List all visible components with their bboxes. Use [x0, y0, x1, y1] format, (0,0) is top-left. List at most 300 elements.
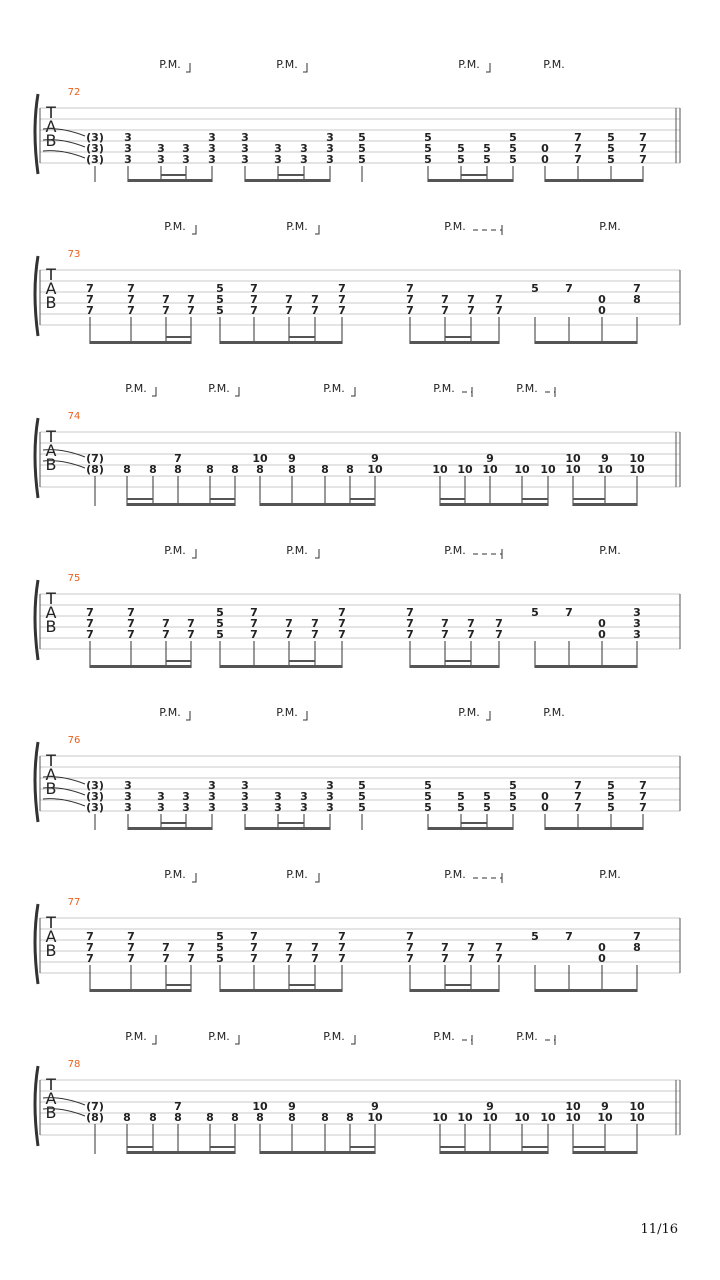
fret-number: 7	[467, 293, 475, 306]
measure-number: 76	[67, 735, 81, 746]
beam	[522, 1146, 548, 1148]
fret-number: 7	[86, 606, 94, 619]
fret-number: 3	[241, 779, 249, 792]
beam	[90, 341, 191, 344]
tab-clef-t: T	[46, 103, 56, 122]
beam	[245, 827, 330, 830]
fret-number: 3	[157, 153, 165, 166]
palm-mute-end	[315, 225, 319, 234]
tab-system-78	[35, 1030, 680, 1154]
fret-number: (3)	[86, 153, 104, 166]
fret-number: 0	[541, 801, 549, 814]
palm-mute-label: P.M.	[323, 382, 345, 395]
palm-mute-label: P.M.	[125, 1030, 147, 1043]
fret-number: 7	[639, 131, 647, 144]
fret-number: 7	[162, 628, 170, 641]
palm-mute-label: P.M.	[444, 544, 466, 557]
fret-number: 5	[216, 941, 224, 954]
fret-number: 0	[541, 153, 549, 166]
fret-number: 3	[208, 779, 216, 792]
palm-mute-label: P.M.	[323, 1030, 345, 1043]
fret-number: 7	[187, 952, 195, 965]
fret-number: 10	[597, 1111, 613, 1124]
fret-number: 10	[252, 1100, 268, 1113]
fret-number: 3	[326, 801, 334, 814]
beam	[535, 989, 637, 992]
palm-mute-label: P.M.	[599, 220, 621, 233]
beam	[220, 989, 342, 992]
fret-number: 5	[216, 628, 224, 641]
fret-number: 3	[157, 801, 165, 814]
beam	[461, 822, 487, 824]
fret-number: 7	[406, 941, 414, 954]
fret-number: 5	[457, 153, 465, 166]
fret-number: 7	[406, 930, 414, 943]
beam	[127, 1146, 153, 1148]
beam	[220, 665, 342, 668]
fret-number: 8	[346, 1111, 354, 1124]
fret-number: 3	[157, 142, 165, 155]
palm-mute-label: P.M.	[286, 868, 308, 881]
fret-number: 8	[256, 1111, 264, 1124]
fret-number: 7	[441, 952, 449, 965]
fret-number: 5	[607, 142, 615, 155]
fret-number: 7	[406, 606, 414, 619]
fret-number: 10	[367, 463, 383, 476]
tab-system-72	[35, 58, 680, 182]
fret-number: 3	[182, 790, 190, 803]
fret-number: 3	[326, 779, 334, 792]
fret-number: 5	[509, 142, 517, 155]
fret-number: 8	[346, 463, 354, 476]
fret-number: 8	[149, 1111, 157, 1124]
palm-mute-end	[315, 549, 319, 558]
fret-number: 8	[206, 463, 214, 476]
fret-number: 7	[574, 779, 582, 792]
fret-number: 7	[311, 941, 319, 954]
fret-number: (3)	[86, 801, 104, 814]
fret-number: 7	[311, 952, 319, 965]
fret-number: 3	[124, 142, 132, 155]
beam	[289, 336, 315, 338]
fret-number: 7	[467, 628, 475, 641]
tab-clef-b: B	[45, 617, 57, 636]
tab-clef-b: B	[45, 1103, 57, 1122]
fret-number: 8	[321, 1111, 329, 1124]
fret-number: 5	[424, 131, 432, 144]
fret-number: 10	[565, 1111, 581, 1124]
palm-mute-end	[235, 387, 239, 396]
fret-number: 5	[607, 790, 615, 803]
fret-number: 7	[86, 617, 94, 630]
fret-number: 7	[86, 930, 94, 943]
fret-number: 7	[338, 304, 346, 317]
palm-mute-label: P.M.	[276, 58, 298, 71]
fret-number: 10	[540, 463, 556, 476]
fret-number: 3	[208, 790, 216, 803]
fret-number: 7	[187, 617, 195, 630]
fret-number: 7	[565, 930, 573, 943]
fret-number: 7	[162, 617, 170, 630]
measure-number: 77	[67, 897, 81, 908]
fret-number: 7	[467, 941, 475, 954]
fret-number: 7	[162, 304, 170, 317]
fret-number: 5	[607, 153, 615, 166]
fret-number: 3	[274, 142, 282, 155]
fret-number: 7	[174, 452, 182, 465]
fret-number: 7	[441, 941, 449, 954]
fret-number: 7	[250, 930, 258, 943]
fret-number: 5	[509, 790, 517, 803]
fret-number: 0	[598, 941, 606, 954]
beam	[260, 503, 375, 506]
fret-number: 7	[250, 941, 258, 954]
beam	[166, 336, 191, 338]
tab-clef-a: A	[45, 117, 57, 136]
beam	[278, 822, 304, 824]
fret-number: 7	[86, 304, 94, 317]
fret-number: 7	[86, 941, 94, 954]
fret-number: 10	[597, 463, 613, 476]
fret-number: 10	[514, 463, 530, 476]
fret-number: 5	[607, 801, 615, 814]
fret-number: 10	[629, 1100, 645, 1113]
beam	[410, 341, 499, 344]
beam	[428, 179, 513, 182]
fret-number: 7	[338, 293, 346, 306]
fret-number: 3	[633, 617, 641, 630]
beam	[128, 179, 212, 182]
fret-number: 3	[326, 790, 334, 803]
page-number: 11/16	[640, 1222, 678, 1237]
fret-number: 7	[633, 930, 641, 943]
fret-number: 8	[633, 941, 641, 954]
fret-number: 7	[162, 952, 170, 965]
fret-number: 3	[124, 801, 132, 814]
fret-number: 7	[338, 930, 346, 943]
palm-mute-label: P.M.	[208, 1030, 230, 1043]
palm-mute-end	[486, 63, 490, 72]
tab-clef-b: B	[45, 941, 57, 960]
fret-number: 7	[406, 952, 414, 965]
fret-number: 5	[216, 952, 224, 965]
palm-mute-end	[192, 549, 196, 558]
fret-number: 3	[326, 153, 334, 166]
fret-number: 7	[187, 628, 195, 641]
fret-number: 0	[598, 617, 606, 630]
fret-number: 7	[127, 293, 135, 306]
palm-mute-end	[186, 63, 190, 72]
beam	[573, 498, 605, 500]
fret-number: 3	[208, 142, 216, 155]
fret-number: 7	[127, 941, 135, 954]
palm-mute-label: P.M.	[543, 58, 565, 71]
fret-number: 7	[250, 304, 258, 317]
beam	[440, 498, 465, 500]
fret-number: 7	[127, 952, 135, 965]
fret-number: 0	[598, 628, 606, 641]
fret-number: 7	[285, 952, 293, 965]
fret-number: 5	[509, 779, 517, 792]
system-bracket	[35, 580, 38, 660]
beam	[127, 503, 235, 506]
palm-mute-label: P.M.	[516, 1030, 538, 1043]
fret-number: 3	[241, 801, 249, 814]
fret-number: 5	[531, 282, 539, 295]
fret-number: 7	[86, 282, 94, 295]
fret-number: 8	[123, 463, 131, 476]
measure-number: 74	[67, 411, 81, 422]
fret-number: 3	[182, 153, 190, 166]
fret-number: 7	[187, 304, 195, 317]
fret-number: 3	[241, 142, 249, 155]
beam	[245, 179, 330, 182]
beam	[461, 174, 487, 176]
fret-number: 5	[358, 142, 366, 155]
palm-mute-label: P.M.	[208, 382, 230, 395]
fret-number: 7	[338, 952, 346, 965]
palm-mute-end	[235, 1035, 239, 1044]
fret-number: (3)	[86, 131, 104, 144]
fret-number: 7	[574, 153, 582, 166]
fret-number: 7	[285, 293, 293, 306]
fret-number: 7	[495, 293, 503, 306]
fret-number: 7	[467, 304, 475, 317]
fret-number: 7	[86, 293, 94, 306]
tab-clef-a: A	[45, 441, 57, 460]
fret-number: 5	[424, 142, 432, 155]
fret-number: 7	[406, 617, 414, 630]
beam	[445, 660, 471, 662]
fret-number: 7	[338, 941, 346, 954]
fret-number: 8	[256, 463, 264, 476]
system-bracket	[35, 742, 38, 822]
fret-number: 10	[629, 463, 645, 476]
fret-number: 7	[127, 282, 135, 295]
fret-number: 8	[123, 1111, 131, 1124]
tab-clef-a: A	[45, 765, 57, 784]
fret-number: 9	[601, 452, 609, 465]
tab-clef-b: B	[45, 455, 57, 474]
beam	[90, 989, 191, 992]
fret-number: 7	[250, 282, 258, 295]
fret-number: 5	[509, 153, 517, 166]
fret-number: 3	[124, 790, 132, 803]
fret-number: 0	[598, 293, 606, 306]
fret-number: (8)	[86, 1111, 104, 1124]
palm-mute-label: P.M.	[444, 868, 466, 881]
palm-mute-label: P.M.	[458, 58, 480, 71]
fret-number: 3	[241, 153, 249, 166]
beam	[545, 827, 643, 830]
palm-mute-label: P.M.	[444, 220, 466, 233]
fret-number: 5	[457, 142, 465, 155]
beam	[545, 179, 643, 182]
fret-number: 7	[574, 790, 582, 803]
fret-number: 7	[250, 617, 258, 630]
fret-number: 10	[252, 452, 268, 465]
fret-number: 3	[300, 153, 308, 166]
palm-mute-label: P.M.	[516, 382, 538, 395]
palm-mute-end	[152, 387, 156, 396]
fret-number: 7	[187, 941, 195, 954]
fret-number: 10	[482, 1111, 498, 1124]
tab-system-75	[35, 544, 680, 668]
palm-mute-label: P.M.	[433, 382, 455, 395]
fret-number: 8	[288, 463, 296, 476]
fret-number: 7	[338, 282, 346, 295]
fret-number: 7	[565, 282, 573, 295]
palm-mute-end	[152, 1035, 156, 1044]
fret-number: 7	[495, 952, 503, 965]
fret-number: 7	[311, 304, 319, 317]
fret-number: 7	[639, 142, 647, 155]
fret-number: 5	[358, 801, 366, 814]
fret-number: 7	[250, 628, 258, 641]
fret-number: 7	[574, 142, 582, 155]
fret-number: 3	[182, 142, 190, 155]
fret-number: 7	[406, 304, 414, 317]
fret-number: 7	[127, 304, 135, 317]
palm-mute-label: P.M.	[433, 1030, 455, 1043]
fret-number: 7	[574, 131, 582, 144]
palm-mute-label: P.M.	[276, 706, 298, 719]
palm-mute-label: P.M.	[286, 220, 308, 233]
beam	[573, 503, 637, 506]
fret-number: 7	[311, 617, 319, 630]
fret-number: 5	[509, 131, 517, 144]
measure-number: 78	[67, 1059, 81, 1070]
measure-number: 73	[67, 249, 81, 260]
fret-number: 7	[441, 293, 449, 306]
fret-number: 7	[406, 628, 414, 641]
measure-number: 72	[67, 87, 81, 98]
beam	[440, 1151, 548, 1154]
beam	[440, 1146, 465, 1148]
fret-number: 7	[127, 617, 135, 630]
fret-number: 7	[406, 282, 414, 295]
palm-mute-label: P.M.	[286, 544, 308, 557]
fret-number: 7	[86, 952, 94, 965]
fret-number: 7	[162, 293, 170, 306]
fret-number: 3	[208, 131, 216, 144]
beam	[573, 1151, 637, 1154]
beam	[410, 989, 499, 992]
fret-number: 8	[321, 463, 329, 476]
beam	[289, 660, 315, 662]
fret-number: 3	[124, 131, 132, 144]
fret-number: 7	[162, 941, 170, 954]
fret-number: 3	[208, 153, 216, 166]
tab-system-76	[35, 706, 680, 830]
tab-clef-a: A	[45, 279, 57, 298]
fret-number: 0	[541, 142, 549, 155]
fret-number: 9	[288, 452, 296, 465]
fret-number: 3	[300, 790, 308, 803]
fret-number: 5	[216, 930, 224, 943]
fret-number: (3)	[86, 779, 104, 792]
fret-number: 3	[241, 131, 249, 144]
beam	[573, 1146, 605, 1148]
beam	[260, 1151, 375, 1154]
palm-mute-end	[351, 387, 355, 396]
fret-number: 7	[187, 293, 195, 306]
fret-number: 7	[406, 293, 414, 306]
fret-number: 9	[601, 1100, 609, 1113]
palm-mute-label: P.M.	[164, 544, 186, 557]
fret-number: 9	[288, 1100, 296, 1113]
fret-number: 5	[424, 153, 432, 166]
beam	[210, 1146, 235, 1148]
palm-mute-label: P.M.	[159, 58, 181, 71]
beam	[289, 984, 315, 986]
fret-number: 5	[457, 790, 465, 803]
system-bracket	[35, 904, 38, 984]
fret-number: 7	[127, 628, 135, 641]
fret-number: 3	[326, 131, 334, 144]
tab-clef-b: B	[45, 779, 57, 798]
palm-mute-label: P.M.	[164, 868, 186, 881]
beam	[166, 984, 191, 986]
tab-clef-a: A	[45, 603, 57, 622]
fret-number: 5	[358, 779, 366, 792]
fret-number: 5	[358, 153, 366, 166]
fret-number: 9	[371, 1100, 379, 1113]
fret-number: (3)	[86, 790, 104, 803]
beam	[350, 498, 375, 500]
tab-clef-t: T	[46, 265, 56, 284]
fret-number: 8	[174, 463, 182, 476]
fret-number: 9	[371, 452, 379, 465]
fret-number: 3	[274, 801, 282, 814]
fret-number: 5	[358, 790, 366, 803]
fret-number: 7	[441, 628, 449, 641]
system-bracket	[35, 256, 38, 336]
fret-number: 7	[338, 606, 346, 619]
beam	[278, 174, 304, 176]
tab-clef-b: B	[45, 293, 57, 312]
beam	[428, 827, 513, 830]
palm-mute-label: P.M.	[599, 544, 621, 557]
fret-number: 7	[250, 293, 258, 306]
beam	[445, 984, 471, 986]
fret-number: 10	[565, 1100, 581, 1113]
fret-number: 7	[250, 952, 258, 965]
tab-system-73	[35, 220, 680, 344]
fret-number: 5	[531, 930, 539, 943]
fret-number: 7	[495, 941, 503, 954]
palm-mute-label: P.M.	[164, 220, 186, 233]
beam	[161, 822, 186, 824]
fret-number: 7	[441, 304, 449, 317]
beam	[445, 336, 471, 338]
fret-number: 8	[288, 1111, 296, 1124]
fret-number: 8	[206, 1111, 214, 1124]
fret-number: 7	[311, 628, 319, 641]
fret-number: 7	[639, 779, 647, 792]
fret-number: 7	[639, 153, 647, 166]
fret-number: 5	[483, 790, 491, 803]
system-bracket	[35, 418, 38, 498]
fret-number: 0	[598, 304, 606, 317]
beam	[166, 660, 191, 662]
fret-number: 7	[86, 628, 94, 641]
palm-mute-end	[315, 873, 319, 882]
palm-mute-end	[351, 1035, 355, 1044]
tab-clef-t: T	[46, 589, 56, 608]
fret-number: 5	[509, 801, 517, 814]
tab-clef-t: T	[46, 1075, 56, 1094]
